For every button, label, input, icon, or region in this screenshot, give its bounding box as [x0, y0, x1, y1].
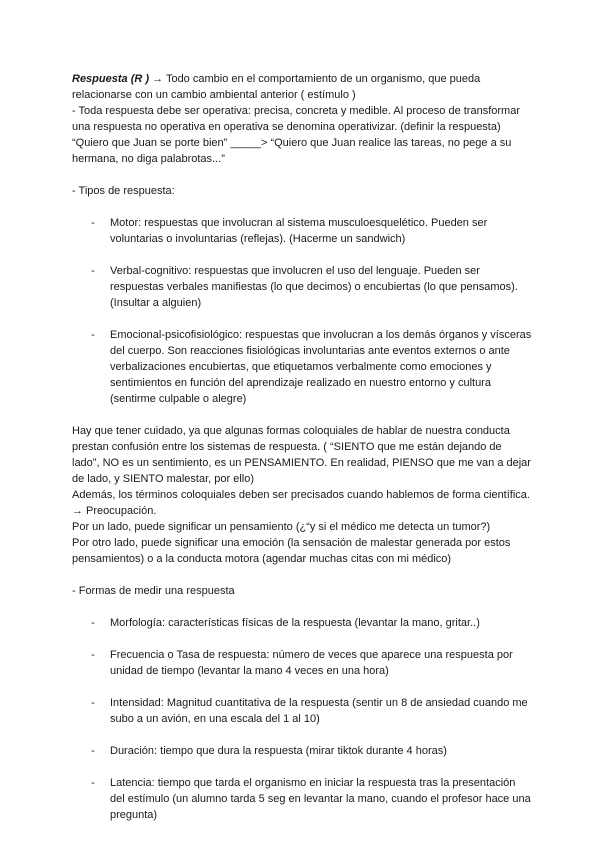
operativa-paragraph: - Toda respuesta debe ser operativa: precisa, concreta y medible. Al proceso de transformar una respuesta no operativa en operativa se denomina operativizar. (definir la respuesta): [72, 105, 520, 133]
list-item: [72, 647, 532, 679]
list-item: [72, 615, 532, 631]
document-body: [72, 71, 532, 839]
tipo-verbal-cognitivo: Verbal-cognitivo: respuestas que involucren el uso del lenguaje. Pueden ser respuestas verbales manifiestas (lo que decimos) o encubiertas (lo que pensamos). (Insultar a alguien): [110, 265, 518, 309]
tipo-motor: Motor: respuestas que involucran al sistema musculoesquelético. Pueden ser voluntarias o involuntarias (reflejas). (Hacerme un sandwich): [110, 217, 488, 245]
formas-heading: - Formas de medir una respuesta: [72, 585, 235, 597]
bullet-dash: -: [91, 329, 95, 341]
bullet-dash: -: [91, 617, 95, 629]
respuesta-definition-text: → Todo cambio en el comportamiento de un organismo, que pueda relacionarse con un cambio ambiental anterior ( estímulo ): [72, 73, 481, 101]
bullet-dash: -: [91, 265, 95, 277]
forma-latencia: Latencia: tiempo que tarda el organismo en iniciar la respuesta tras la presentación del estímulo (un alumno tarda 5 seg en levantar la mano, cuando el profesor hace una pregunta): [110, 777, 531, 821]
forma-frecuencia: Frecuencia o Tasa de respuesta: número de veces que aparece una respuesta por unidad de tiempo (levantar la mano 4 veces en una hora): [110, 649, 513, 677]
bullet-dash: -: [91, 745, 95, 757]
bullet-dash: -: [91, 697, 95, 709]
list-item: [72, 263, 532, 311]
bullet-dash: -: [91, 777, 95, 789]
example-paragraph: “Quiero que Juan se porte bien” _____> “Quiero que Juan realice las tareas, no pege a su hermana, no diga palabrotas...”: [72, 137, 512, 165]
respuesta-definition: [72, 71, 532, 103]
list-item: [72, 775, 532, 823]
tipos-list: [72, 215, 532, 407]
list-item: [72, 743, 532, 759]
por-otro-lado-paragraph: Por otro lado, puede significar una emoción (la sensación de malestar generada por estos pensamientos) o a la conducta motora (agendar muchas citas con mi médico): [72, 537, 511, 565]
respuesta-term: Respuesta (R ): [72, 73, 150, 85]
tipo-emocional: Emocional-psicofisiológico: respuestas que involucran a los demás órganos y vísceras del cuerpo. Son reacciones fisiológicas involuntarias ante eventos externos o ante verbalizaciones encubiertas, que etiquetamos verbalmente como emociones y sentimientos en función del aprendizaje realizado en nuestro entorno y cultura (sentirme culpable o alegre): [110, 329, 532, 405]
forma-intensidad: Intensidad: Magnitud cuantitativa de la respuesta (sentir un 8 de ansiedad cuando me subo a un avión, en una escala del 1 al 10): [110, 697, 528, 725]
ademas-paragraph: Además, los términos coloquiales deben ser precisados cuando hablemos de forma científica. → Preocupación.: [72, 489, 530, 517]
list-item: [72, 695, 532, 727]
bullet-dash: -: [91, 649, 95, 661]
cuidado-paragraph: Hay que tener cuidado, ya que algunas formas coloquiales de hablar de nuestra conducta prestan confusión entre los sistemas de respuesta. ( “SIENTO que me están dejando de lado”, NO es un sentimiento, es un PENSAMIENTO. En realidad, PIENSO que me van a dejar de lado, y SIENTO malestar, por ello): [72, 425, 531, 485]
list-item: [72, 215, 532, 247]
list-item: [72, 327, 532, 407]
forma-morfologia: Morfología: características físicas de la respuesta (levantar la mano, gritar..): [110, 617, 480, 629]
forma-duracion: Duración: tiempo que dura la respuesta (mirar tiktok durante 4 horas): [110, 745, 447, 757]
bullet-dash: -: [91, 217, 95, 229]
por-un-lado-paragraph: Por un lado, puede significar un pensamiento (¿“y si el médico me detecta un tumor?): [72, 521, 491, 533]
tipos-heading: - Tipos de respuesta:: [72, 185, 175, 197]
formas-list: [72, 615, 532, 823]
